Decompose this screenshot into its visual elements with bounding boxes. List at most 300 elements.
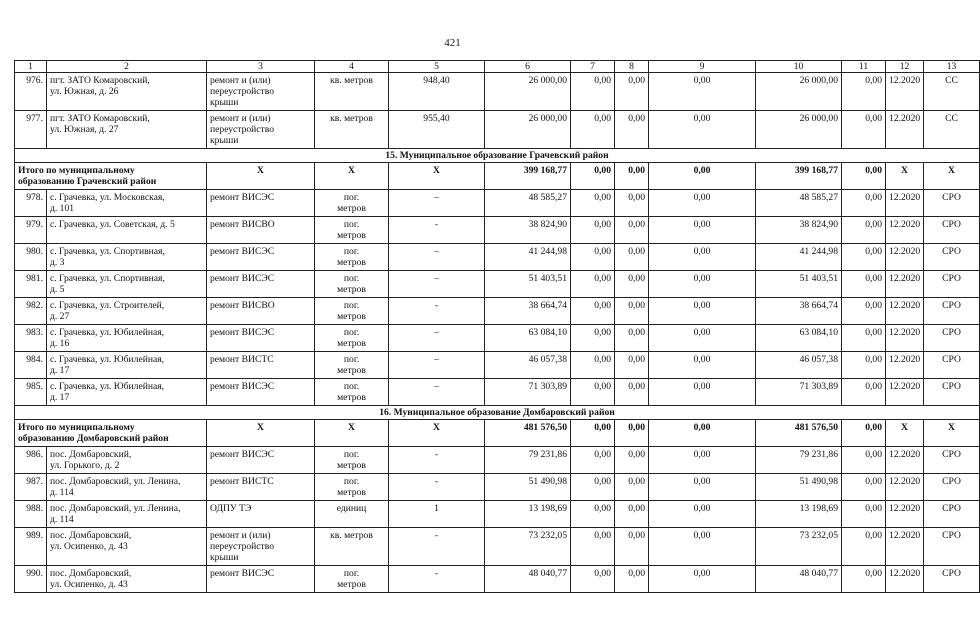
cost-col-8: 0,00 — [615, 163, 649, 190]
unit — [315, 325, 389, 352]
address-line: пос. Домбаровский, ул. Ленина, — [50, 476, 181, 487]
x-mark: Х — [315, 420, 389, 447]
row-number: 983. — [15, 325, 47, 352]
repair-method: СРО — [924, 325, 980, 352]
address-line: д. 17 — [50, 365, 70, 376]
address — [47, 190, 207, 217]
quantity: - — [389, 566, 485, 593]
unit-line: метров — [337, 338, 366, 349]
x-mark: Х — [389, 420, 485, 447]
cost-col-10: 38 824,90 — [756, 217, 842, 244]
repair-method: СРО — [924, 379, 980, 406]
address-line: д. 17 — [50, 392, 70, 403]
unit — [315, 501, 389, 528]
work-type-line: ремонт ВИСТС — [210, 476, 274, 487]
address-line: с. Грачевка, ул. Спортивная, — [50, 273, 165, 284]
address — [47, 271, 207, 298]
cost-col-10: 26 000,00 — [756, 73, 842, 111]
table-row — [15, 501, 980, 528]
work-type — [207, 566, 315, 593]
repair-method: СРО — [924, 566, 980, 593]
unit — [315, 447, 389, 474]
cost-col-10: 63 084,10 — [756, 325, 842, 352]
total-cost: 48 040,77 — [485, 566, 571, 593]
cost-col-7: 0,00 — [571, 244, 615, 271]
unit-line: метров — [337, 257, 366, 268]
table-row — [15, 190, 980, 217]
table-row — [15, 298, 980, 325]
cost-col-7: 0,00 — [571, 447, 615, 474]
cost-col-9: 0,00 — [649, 190, 756, 217]
unit — [315, 111, 389, 149]
address — [47, 528, 207, 566]
cost-col-9: 0,00 — [649, 528, 756, 566]
work-type-line: ремонт и (или) — [210, 530, 271, 541]
cost-col-9: 0,00 — [649, 271, 756, 298]
address-line: пос. Домбаровский, ул. Ленина, — [50, 503, 181, 514]
cost-col-10: 46 057,38 — [756, 352, 842, 379]
address-line: д. 114 — [50, 514, 74, 525]
repair-method: СРО — [924, 474, 980, 501]
cost-col-8: 0,00 — [615, 298, 649, 325]
unit-line: метров — [337, 203, 366, 214]
cost-col-8: 0,00 — [615, 244, 649, 271]
unit-line: единиц — [336, 503, 367, 514]
address-line: пос. Домбаровский, — [50, 449, 132, 460]
cost-col-9: 0,00 — [649, 420, 756, 447]
cost-col-11: 0,00 — [842, 447, 886, 474]
quantity: - — [389, 528, 485, 566]
total-cost: 38 664,74 — [485, 298, 571, 325]
unit — [315, 271, 389, 298]
cost-col-9: 0,00 — [649, 298, 756, 325]
repair-method: СРО — [924, 298, 980, 325]
cost-col-9: 0,00 — [649, 352, 756, 379]
address — [47, 447, 207, 474]
repair-method: СРО — [924, 447, 980, 474]
completion-date: 12.2020 — [886, 474, 924, 501]
completion-date: 12.2020 — [886, 447, 924, 474]
completion-date: 12.2020 — [886, 352, 924, 379]
cost-col-11: 0,00 — [842, 73, 886, 111]
address — [47, 325, 207, 352]
cost-col-9: 0,00 — [649, 111, 756, 149]
cost-col-10: 399 168,77 — [756, 163, 842, 190]
work-type-line: крыши — [210, 135, 239, 146]
cost-col-11: 0,00 — [842, 352, 886, 379]
cost-col-9: 0,00 — [649, 217, 756, 244]
work-type — [207, 474, 315, 501]
total-cost: 41 244,98 — [485, 244, 571, 271]
unit-line: пог. — [343, 449, 360, 460]
cost-col-9: 0,00 — [649, 244, 756, 271]
table-row — [15, 566, 980, 593]
work-type-line: ремонт ВИСЭС — [210, 327, 275, 338]
work-type-line: переустройство — [210, 541, 275, 552]
row-number: 977. — [15, 111, 47, 149]
address-line: д. 101 — [50, 203, 75, 214]
section-title: 16. Муниципальное образование Домбаровский район — [15, 406, 980, 420]
address — [47, 73, 207, 111]
cost-col-7: 0,00 — [571, 379, 615, 406]
total-label-line: образованию Грачевский район — [18, 176, 157, 187]
work-type-line: ремонт ВИСЭС — [210, 449, 275, 460]
quantity: - — [389, 474, 485, 501]
table-row — [15, 447, 980, 474]
cost-col-9: 0,00 — [649, 447, 756, 474]
quantity: 948,40 — [389, 73, 485, 111]
table-row — [15, 528, 980, 566]
quantity: – — [389, 271, 485, 298]
cost-col-11: 0,00 — [842, 190, 886, 217]
cost-col-7: 0,00 — [571, 73, 615, 111]
address — [47, 244, 207, 271]
address-line: ул. Осипенко, д. 43 — [50, 541, 128, 552]
address-line: пгт. ЗАТО Комаровский, — [50, 75, 150, 86]
work-type-line: ремонт ВИСЭС — [210, 273, 275, 284]
repair-method: СРО — [924, 528, 980, 566]
completion-date: 12.2020 — [886, 271, 924, 298]
row-number: 985. — [15, 379, 47, 406]
work-type-line: ремонт ВИСЭС — [210, 381, 275, 392]
cost-col-7: 0,00 — [571, 501, 615, 528]
total-cost: 13 198,69 — [485, 501, 571, 528]
row-number: 988. — [15, 501, 47, 528]
completion-date: 12.2020 — [886, 501, 924, 528]
completion-date: 12.2020 — [886, 190, 924, 217]
work-type — [207, 217, 315, 244]
address — [47, 298, 207, 325]
unit — [315, 379, 389, 406]
cost-col-10: 13 198,69 — [756, 501, 842, 528]
work-type-line: ремонт ВИСВО — [210, 300, 275, 311]
address — [47, 217, 207, 244]
repair-method: СРО — [924, 190, 980, 217]
cost-col-7: 0,00 — [571, 163, 615, 190]
unit-line: пог. — [343, 568, 360, 579]
row-number: 989. — [15, 528, 47, 566]
unit — [315, 474, 389, 501]
cost-col-9: 0,00 — [649, 163, 756, 190]
work-type-line: крыши — [210, 552, 239, 563]
cost-col-11: 0,00 — [842, 244, 886, 271]
cost-col-7: 0,00 — [571, 190, 615, 217]
cost-col-8: 0,00 — [615, 566, 649, 593]
address-line: с. Грачевка, ул. Строителей, — [50, 300, 165, 311]
total-row — [15, 420, 980, 447]
cost-col-8: 0,00 — [615, 528, 649, 566]
address-line: с. Грачевка, ул. Московская, — [50, 192, 165, 203]
cost-col-10: 38 664,74 — [756, 298, 842, 325]
cost-col-10: 41 244,98 — [756, 244, 842, 271]
cost-col-11: 0,00 — [842, 163, 886, 190]
address-line: д. 3 — [50, 257, 65, 268]
cost-col-7: 0,00 — [571, 325, 615, 352]
address — [47, 474, 207, 501]
unit-line: пог. — [343, 219, 360, 230]
work-type-line: ремонт ВИСТС — [210, 354, 274, 365]
table-row — [15, 474, 980, 501]
table-row — [15, 379, 980, 406]
work-type — [207, 379, 315, 406]
unit-line: пог. — [343, 327, 360, 338]
table-row — [15, 244, 980, 271]
cost-col-7: 0,00 — [571, 566, 615, 593]
completion-date: 12.2020 — [886, 528, 924, 566]
completion-date: 12.2020 — [886, 566, 924, 593]
total-cost: 26 000,00 — [485, 73, 571, 111]
column-number: 7 — [571, 61, 615, 73]
cost-col-11: 0,00 — [842, 379, 886, 406]
total-cost: 399 168,77 — [485, 163, 571, 190]
cost-col-7: 0,00 — [571, 217, 615, 244]
cost-col-7: 0,00 — [571, 271, 615, 298]
cost-col-8: 0,00 — [615, 420, 649, 447]
cost-col-10: 71 303,89 — [756, 379, 842, 406]
unit-line: метров — [337, 487, 366, 498]
column-number-row — [15, 61, 980, 73]
quantity: - — [389, 447, 485, 474]
cost-col-7: 0,00 — [571, 420, 615, 447]
unit-line: метров — [337, 230, 366, 241]
unit-line: метров — [337, 460, 366, 471]
unit — [315, 298, 389, 325]
cost-col-8: 0,00 — [615, 325, 649, 352]
work-type-line: ремонт ВИСЭС — [210, 192, 275, 203]
work-type-line: ремонт ВИСВО — [210, 219, 275, 230]
column-number: 2 — [47, 61, 207, 73]
x-mark: Х — [315, 163, 389, 190]
unit-line: пог. — [343, 246, 360, 257]
work-type — [207, 111, 315, 149]
total-cost: 63 084,10 — [485, 325, 571, 352]
total-label-line: Итого по муниципальному — [18, 165, 135, 176]
address — [47, 501, 207, 528]
unit-line: кв. метров — [330, 113, 373, 124]
section-title: 15. Муниципальное образование Грачевский район — [15, 149, 980, 163]
row-number: 980. — [15, 244, 47, 271]
cost-col-11: 0,00 — [842, 501, 886, 528]
total-cost: 481 576,50 — [485, 420, 571, 447]
unit — [315, 352, 389, 379]
address-line: д. 114 — [50, 487, 74, 498]
x-mark: Х — [886, 163, 924, 190]
repair-method: СРО — [924, 244, 980, 271]
unit-line: пог. — [343, 192, 360, 203]
unit — [315, 528, 389, 566]
repair-method: СРО — [924, 501, 980, 528]
cost-col-7: 0,00 — [571, 298, 615, 325]
total-cost: 79 231,86 — [485, 447, 571, 474]
quantity: 955,40 — [389, 111, 485, 149]
column-number: 8 — [615, 61, 649, 73]
work-type — [207, 501, 315, 528]
cost-col-10: 79 231,86 — [756, 447, 842, 474]
address — [47, 566, 207, 593]
unit — [315, 244, 389, 271]
address-line: пос. Домбаровский, — [50, 568, 132, 579]
repair-method: СС — [924, 111, 980, 149]
cost-col-9: 0,00 — [649, 501, 756, 528]
unit-line: пог. — [343, 300, 360, 311]
unit-line: пог. — [343, 354, 360, 365]
quantity: – — [389, 190, 485, 217]
x-mark: Х — [207, 163, 315, 190]
cost-col-10: 51 490,98 — [756, 474, 842, 501]
cost-col-8: 0,00 — [615, 217, 649, 244]
address-line: ул. Осипенко, д. 43 — [50, 579, 128, 590]
address-line: ул. Южная, д. 26 — [50, 86, 119, 97]
cost-col-8: 0,00 — [615, 379, 649, 406]
row-number: 984. — [15, 352, 47, 379]
cost-col-7: 0,00 — [571, 352, 615, 379]
quantity: – — [389, 352, 485, 379]
column-number: 4 — [315, 61, 389, 73]
address-line: ул. Горького, д. 2 — [50, 460, 120, 471]
cost-col-10: 51 403,51 — [756, 271, 842, 298]
table-row — [15, 271, 980, 298]
section-header-row — [15, 149, 980, 163]
cost-col-11: 0,00 — [842, 325, 886, 352]
cost-col-8: 0,00 — [615, 352, 649, 379]
work-type-line: ремонт ВИСЭС — [210, 246, 275, 257]
cost-col-9: 0,00 — [649, 73, 756, 111]
cost-col-11: 0,00 — [842, 217, 886, 244]
table-row — [15, 325, 980, 352]
work-type — [207, 271, 315, 298]
quantity: – — [389, 325, 485, 352]
quantity: - — [389, 217, 485, 244]
work-type — [207, 298, 315, 325]
work-type — [207, 352, 315, 379]
total-label — [15, 420, 207, 447]
cost-col-9: 0,00 — [649, 474, 756, 501]
cost-col-11: 0,00 — [842, 420, 886, 447]
address — [47, 379, 207, 406]
unit-line: метров — [337, 365, 366, 376]
total-label-line: образованию Домбаровский район — [18, 433, 169, 444]
address-line: пос. Домбаровский, — [50, 530, 132, 541]
column-number: 6 — [485, 61, 571, 73]
table-row — [15, 73, 980, 111]
row-number: 981. — [15, 271, 47, 298]
address-line: ул. Южная, д. 27 — [50, 124, 119, 135]
column-number: 12 — [886, 61, 924, 73]
unit — [315, 190, 389, 217]
address-line: с. Грачевка, ул. Юбилейная, — [50, 327, 165, 338]
completion-date: 12.2020 — [886, 298, 924, 325]
cost-col-10: 73 232,05 — [756, 528, 842, 566]
work-type-line: переустройство — [210, 124, 275, 135]
row-number: 986. — [15, 447, 47, 474]
cost-col-11: 0,00 — [842, 111, 886, 149]
total-cost: 51 490,98 — [485, 474, 571, 501]
row-number: 978. — [15, 190, 47, 217]
column-number: 10 — [756, 61, 842, 73]
cost-col-10: 26 000,00 — [756, 111, 842, 149]
work-type-line: переустройство — [210, 86, 275, 97]
unit-line: метров — [337, 311, 366, 322]
address-line: с. Грачевка, ул. Спортивная, — [50, 246, 165, 257]
x-mark: Х — [389, 163, 485, 190]
work-type-line: ОДПУ ТЭ — [210, 503, 252, 514]
address — [47, 352, 207, 379]
cost-col-11: 0,00 — [842, 474, 886, 501]
work-type-line: ремонт ВИСЭС — [210, 568, 275, 579]
unit — [315, 73, 389, 111]
cost-col-11: 0,00 — [842, 566, 886, 593]
x-mark: Х — [886, 420, 924, 447]
cost-col-9: 0,00 — [649, 379, 756, 406]
work-type-line: ремонт и (или) — [210, 75, 271, 86]
work-type-line: ремонт и (или) — [210, 113, 271, 124]
total-row — [15, 163, 980, 190]
cost-col-11: 0,00 — [842, 528, 886, 566]
cost-col-8: 0,00 — [615, 474, 649, 501]
unit-line: кв. метров — [330, 75, 373, 86]
total-cost: 73 232,05 — [485, 528, 571, 566]
table-row — [15, 111, 980, 149]
table-row — [15, 217, 980, 244]
total-cost: 48 585,27 — [485, 190, 571, 217]
column-number: 1 — [15, 61, 47, 73]
work-type — [207, 73, 315, 111]
x-mark: Х — [207, 420, 315, 447]
cost-col-9: 0,00 — [649, 325, 756, 352]
unit — [315, 566, 389, 593]
unit-line: пог. — [343, 381, 360, 392]
cost-col-7: 0,00 — [571, 528, 615, 566]
column-number: 13 — [924, 61, 980, 73]
completion-date: 12.2020 — [886, 111, 924, 149]
repair-method: СС — [924, 73, 980, 111]
cost-col-10: 481 576,50 — [756, 420, 842, 447]
work-type — [207, 325, 315, 352]
x-mark: Х — [924, 420, 980, 447]
total-cost: 71 303,89 — [485, 379, 571, 406]
cost-col-8: 0,00 — [615, 73, 649, 111]
quantity: 1 — [389, 501, 485, 528]
x-mark: Х — [924, 163, 980, 190]
completion-date: 12.2020 — [886, 244, 924, 271]
address — [47, 111, 207, 149]
row-number: 987. — [15, 474, 47, 501]
total-label-line: Итого по муниципальному — [18, 422, 135, 433]
capital-repair-table — [14, 60, 980, 593]
completion-date: 12.2020 — [886, 73, 924, 111]
total-cost: 26 000,00 — [485, 111, 571, 149]
unit-line: пог. — [343, 476, 360, 487]
unit — [315, 217, 389, 244]
total-cost: 38 824,90 — [485, 217, 571, 244]
work-type-line: крыши — [210, 97, 239, 108]
quantity: - — [389, 298, 485, 325]
completion-date: 12.2020 — [886, 379, 924, 406]
total-cost: 51 403,51 — [485, 271, 571, 298]
unit-line: метров — [337, 392, 366, 403]
work-type — [207, 190, 315, 217]
cost-col-8: 0,00 — [615, 447, 649, 474]
cost-col-7: 0,00 — [571, 474, 615, 501]
row-number: 982. — [15, 298, 47, 325]
address-line: д. 16 — [50, 338, 70, 349]
row-number: 976. — [15, 73, 47, 111]
cost-col-8: 0,00 — [615, 190, 649, 217]
page-number: 421 — [444, 37, 461, 49]
cost-col-7: 0,00 — [571, 111, 615, 149]
unit-line: кв. метров — [330, 530, 373, 541]
repair-method: СРО — [924, 271, 980, 298]
